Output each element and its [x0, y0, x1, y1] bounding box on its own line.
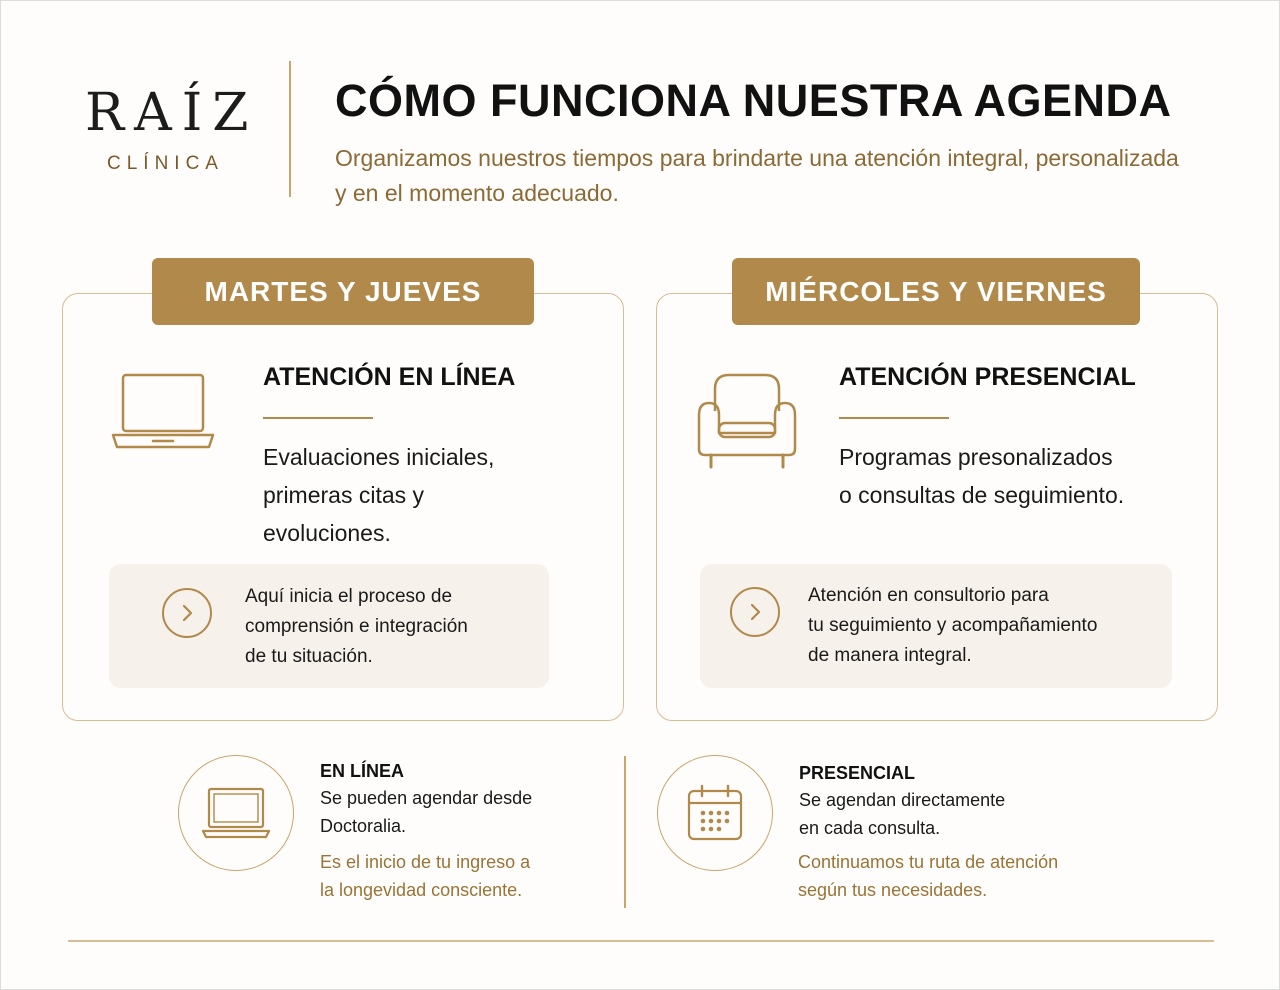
desc-line: evoluciones.: [263, 520, 391, 546]
online-circle: [178, 755, 294, 871]
note-line: tu seguimiento y acompañamiento: [808, 615, 1098, 636]
desc-line: primeras citas y: [263, 482, 425, 508]
clinic-logo: [85, 83, 259, 175]
in-person-circle: [657, 755, 773, 871]
desc-line: Evaluaciones iniciales,: [263, 444, 495, 470]
accent-line: la longevidad consciente.: [320, 880, 523, 900]
bottom-title-online: EN LÍNEA: [320, 761, 405, 781]
note-line: de tu situación.: [245, 646, 373, 667]
days-banner-tue-thu: MARTES Y JUEVES: [152, 258, 534, 325]
calendar-icon: [685, 783, 745, 843]
card-desc-online: [263, 438, 603, 552]
armchair-icon: [695, 371, 799, 471]
page-subtitle: Organizamos nuestros tiempos para brindarte una atención integral, personalizada y en el momento adecuado.: [335, 145, 1179, 206]
bottom-accent-in-person: [798, 848, 1118, 904]
bottom-text-online: [320, 784, 600, 840]
accent-line: según tus necesidades.: [798, 880, 988, 900]
footer-rule: [68, 940, 1214, 942]
accent-line: Continuamos tu ruta de atención: [798, 852, 1059, 872]
bottom-accent-online: [320, 848, 610, 904]
text-line: en cada consulta.: [799, 818, 941, 838]
text-line: Se agendan directamente: [799, 790, 1006, 810]
logo-wordmark: RAÍZ: [85, 83, 259, 143]
laptop-icon: [109, 371, 217, 451]
card-heading-in-person: ATENCIÓN PRESENCIAL: [839, 363, 1136, 391]
bottom-divider: [624, 756, 626, 908]
note-line: comprensión e integración: [245, 616, 468, 637]
note-line: de manera integral.: [808, 645, 972, 666]
card-heading-online: ATENCIÓN EN LÍNEA: [263, 363, 516, 391]
bottom-text-in-person: [799, 786, 1079, 842]
card-desc-in-person: [839, 438, 1189, 514]
chevron-right-icon: [730, 587, 780, 637]
note-line: Atención en consultorio para: [808, 585, 1049, 606]
logo-subtitle: CLÍNICA: [107, 153, 224, 174]
accent-line: Es el inicio de tu ingreso a: [320, 852, 531, 872]
desc-line: Programas presonalizados: [839, 444, 1113, 470]
card-rule-online: [263, 417, 373, 419]
laptop-icon: [200, 786, 272, 840]
chevron-right-icon: [162, 588, 212, 638]
note-line: Aquí inicia el proceso de: [245, 586, 453, 607]
days-banner-wed-fri: MIÉRCOLES Y VIERNES: [732, 258, 1140, 325]
text-line: Doctoralia.: [320, 816, 407, 836]
bottom-title-in-person: PRESENCIAL: [799, 763, 916, 783]
card-rule-in-person: [839, 417, 949, 419]
note-text-in-person: [808, 581, 1158, 671]
page-title: CÓMO FUNCIONA NUESTRA AGENDA: [335, 75, 1172, 126]
desc-line: o consultas de seguimiento.: [839, 482, 1125, 508]
header-divider: [289, 61, 291, 197]
text-line: Se pueden agendar desde: [320, 788, 533, 808]
note-text-online: [245, 582, 535, 672]
